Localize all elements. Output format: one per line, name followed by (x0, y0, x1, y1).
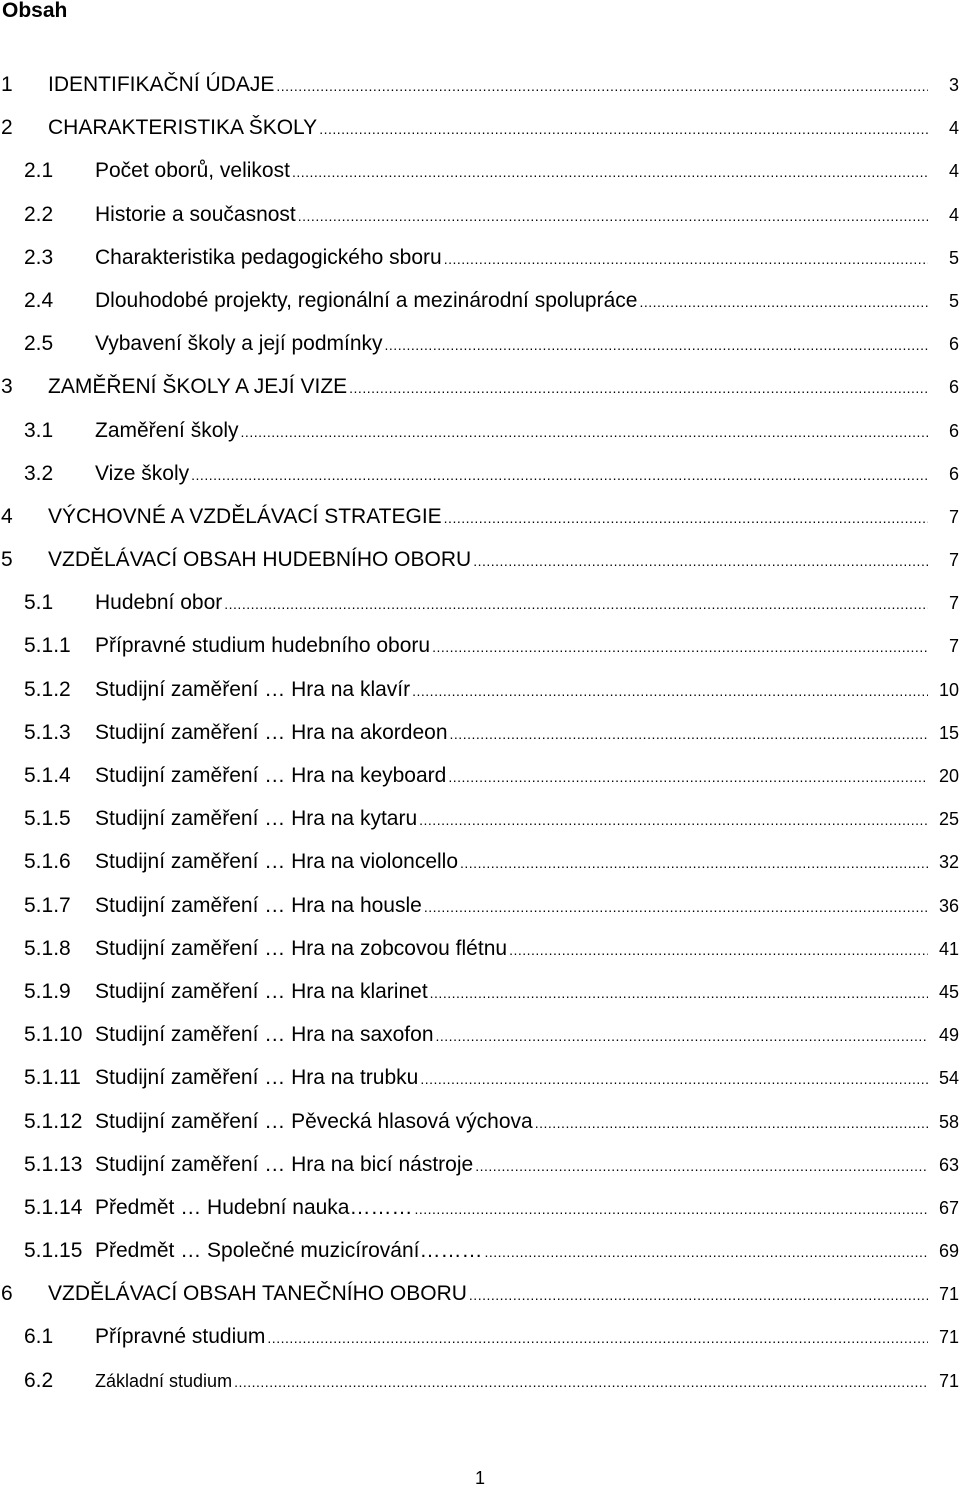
toc-entry[interactable] (0, 1282, 960, 1325)
toc-entry[interactable] (0, 332, 960, 375)
toc-entry-page[interactable]: 7 (948, 550, 959, 571)
toc-entry[interactable] (0, 764, 960, 807)
toc-entry-number: 5.1.10 (24, 1023, 83, 1047)
toc-entry[interactable] (0, 807, 960, 850)
toc-entry-number: 5.1.12 (24, 1109, 83, 1133)
toc-entry-title[interactable]: Studijní zaměření … Hra na kytaru (95, 807, 418, 831)
toc-entry-title[interactable]: IDENTIFIKAČNÍ ÚDAJE (48, 73, 275, 96)
toc-entry[interactable] (0, 73, 960, 116)
toc-entry[interactable] (0, 850, 960, 893)
table-of-contents (0, 73, 960, 1412)
toc-entry[interactable] (0, 1153, 960, 1196)
toc-entry[interactable] (0, 246, 960, 289)
dot-leader (276, 78, 928, 94)
toc-entry-title[interactable]: Studijní zaměření … Hra na bicí nástroje (95, 1152, 474, 1176)
dot-leader (224, 596, 928, 612)
toc-entry-title[interactable]: Studijní zaměření … Hra na keyboard (95, 764, 447, 787)
toc-entry-number: 5.1.2 (24, 677, 71, 701)
dot-leader (432, 639, 928, 655)
toc-entry[interactable] (0, 289, 960, 332)
dot-leader (444, 251, 928, 267)
toc-entry-number: 5.1.7 (24, 893, 71, 917)
toc-entry-number: 6.2 (24, 1368, 54, 1392)
toc-entry-number: 5.1.1 (24, 634, 71, 658)
toc-entry-number: 2.3 (24, 245, 54, 269)
toc-entry-page[interactable]: 15 (938, 722, 959, 743)
dot-leader (430, 985, 928, 1001)
toc-entry[interactable] (0, 159, 960, 202)
toc-entry-page[interactable]: 6 (948, 463, 959, 484)
toc-entry[interactable] (0, 634, 960, 677)
toc-entry-number: 2.1 (24, 159, 54, 183)
toc-entry-number: 2.5 (24, 332, 54, 356)
toc-entry-page[interactable]: 20 (938, 766, 959, 786)
toc-entry-title[interactable]: Studijní zaměření … Hra na housle (95, 893, 422, 917)
toc-entry-title[interactable]: Počet oborů, velikost (95, 159, 290, 183)
toc-entry-title[interactable]: Dlouhodobé projekty, regionální a mezinárodní spolupráce (95, 288, 638, 312)
toc-entry-title[interactable]: Studijní zaměření … Hra na klavír (95, 677, 411, 701)
toc-entry[interactable] (0, 505, 960, 548)
dot-leader (424, 899, 928, 915)
toc-entry[interactable] (0, 548, 960, 591)
toc-entry-title[interactable]: VZDĚLÁVACÍ OBSAH TANEČNÍHO OBORU (48, 1282, 467, 1306)
toc-entry-page[interactable]: 25 (938, 809, 959, 830)
toc-entry[interactable] (0, 419, 960, 462)
toc-entry-number: 5.1.11 (24, 1066, 81, 1090)
toc-entry-number: 4 (1, 504, 13, 528)
toc-entry-page[interactable]: 49 (938, 1025, 959, 1046)
toc-entry-number: 6 (1, 1282, 13, 1306)
dot-leader (535, 1115, 928, 1131)
toc-entry-title[interactable]: VZDĚLÁVACÍ OBSAH HUDEBNÍHO OBORU (48, 548, 472, 572)
toc-entry-page[interactable]: 7 (948, 593, 959, 614)
toc-entry-number: 2 (1, 116, 13, 140)
dot-leader (509, 942, 928, 958)
toc-entry-page[interactable]: 67 (938, 1197, 959, 1218)
toc-entry-title[interactable]: Studijní zaměření … Hra na akordeon (95, 720, 448, 744)
toc-entry[interactable] (0, 591, 960, 634)
toc-entry[interactable] (0, 1196, 960, 1239)
dot-leader (460, 855, 928, 871)
toc-entry-page[interactable]: 71 (938, 1370, 959, 1391)
toc-entry-page[interactable]: 4 (948, 118, 959, 139)
toc-entry-page[interactable]: 36 (938, 895, 959, 916)
toc-entry-page[interactable]: 69 (938, 1241, 959, 1262)
dot-leader (292, 164, 928, 180)
toc-entry[interactable] (0, 1369, 960, 1412)
toc-entry-number: 5 (1, 548, 13, 572)
toc-entry-title[interactable]: Zaměření školy (95, 418, 239, 442)
dot-leader (241, 424, 928, 440)
toc-entry-title[interactable]: Vize školy (95, 461, 190, 485)
toc-entry-number: 2.2 (24, 202, 54, 226)
toc-entry-title[interactable]: Studijní zaměření … Hra na saxofon (95, 1023, 434, 1047)
dot-leader (234, 1374, 928, 1390)
toc-entry-title[interactable]: Předmět … Hudební nauka……… (95, 1195, 413, 1219)
toc-entry-number: 5.1.15 (24, 1239, 83, 1263)
toc-entry-title[interactable]: Studijní zaměření … Pěvecká hlasová výchova (95, 1109, 533, 1133)
dot-leader (436, 1028, 928, 1044)
toc-entry[interactable] (0, 1066, 960, 1109)
toc-entry[interactable] (0, 678, 960, 721)
toc-entry-title[interactable]: ZAMĚŘENÍ ŠKOLY A JEJÍ VIZE (48, 375, 348, 399)
toc-entry-page[interactable]: 10 (938, 679, 959, 700)
toc-entry-number: 1 (1, 73, 13, 96)
toc-entry-title[interactable]: Přípravné studium (95, 1325, 266, 1349)
toc-entry-title[interactable]: Historie a současnost (95, 202, 296, 226)
toc-entry[interactable] (0, 1239, 960, 1282)
dot-leader (412, 683, 928, 699)
toc-entry-page[interactable]: 4 (948, 161, 959, 182)
toc-entry-page[interactable]: 63 (938, 1154, 959, 1175)
toc-entry-page[interactable]: 5 (948, 290, 959, 311)
dot-leader (267, 1330, 928, 1346)
dot-leader (420, 1071, 928, 1087)
dot-leader (475, 1158, 928, 1174)
toc-entry-title[interactable]: Vybavení školy a její podmínky (95, 332, 383, 356)
dot-leader (414, 1201, 928, 1217)
toc-entry-number: 5.1.3 (24, 720, 71, 744)
toc-entry[interactable] (0, 116, 960, 159)
toc-entry-number: 3.1 (24, 418, 54, 442)
toc-entry-page[interactable]: 58 (938, 1111, 959, 1132)
toc-entry[interactable] (0, 721, 960, 764)
toc-entry-title[interactable]: Předmět … Společné muzicírování……… (95, 1239, 483, 1263)
toc-entry-page[interactable]: 6 (948, 377, 959, 398)
toc-entry-title[interactable]: CHARAKTERISTIKA ŠKOLY (48, 116, 318, 140)
toc-entry-page[interactable]: 5 (948, 247, 959, 268)
toc-entry[interactable] (0, 980, 960, 1023)
toc-entry-number: 6.1 (24, 1325, 54, 1349)
dot-leader (298, 208, 928, 224)
toc-entry[interactable] (0, 894, 960, 937)
toc-entry-title[interactable]: Přípravné studium hudebního oboru (95, 634, 431, 658)
page-title: Obsah (2, 0, 68, 22)
toc-entry-page[interactable]: 45 (938, 981, 959, 1002)
toc-entry-page[interactable]: 41 (938, 938, 959, 959)
toc-entry-page[interactable]: 71 (938, 1327, 959, 1348)
toc-entry[interactable] (0, 1325, 960, 1368)
toc-entry-page[interactable]: 6 (948, 334, 959, 355)
toc-entry-number: 3.2 (24, 461, 54, 485)
toc-entry-title[interactable]: Základní studium (95, 1370, 233, 1391)
toc-entry-title[interactable]: Studijní zaměření … Hra na zobcovou flétnu (95, 936, 508, 960)
toc-entry-title[interactable]: Charakteristika pedagogického sboru (95, 245, 442, 269)
toc-entry-page[interactable]: 4 (948, 204, 959, 225)
dot-leader (484, 1244, 928, 1260)
toc-entry-number: 5.1.5 (24, 807, 71, 831)
page-number: 1 (474, 1468, 485, 1488)
toc-entry-page[interactable]: 71 (938, 1284, 959, 1305)
toc-entry-number: 2.4 (24, 288, 54, 312)
dot-leader (444, 510, 928, 526)
dot-leader (448, 769, 928, 785)
dot-leader (639, 294, 928, 310)
toc-entry[interactable] (0, 203, 960, 246)
toc-entry-title[interactable]: Studijní zaměření … Hra na trubku (95, 1066, 419, 1090)
dot-leader (319, 121, 928, 137)
toc-entry[interactable] (0, 937, 960, 980)
dot-leader (191, 467, 928, 483)
toc-entry-title[interactable]: VÝCHOVNÉ A VZDĚLÁVACÍ STRATEGIE (48, 504, 442, 528)
toc-entry-number: 5.1.9 (24, 979, 71, 1003)
toc-entry-title[interactable]: Studijní zaměření … Hra na klarinet (95, 979, 428, 1003)
toc-entry[interactable] (0, 1110, 960, 1153)
toc-entry-number: 5.1.6 (24, 850, 71, 874)
dot-leader (349, 380, 928, 396)
toc-entry-number: 5.1.4 (24, 764, 71, 787)
dot-leader (469, 1287, 928, 1303)
toc-entry-page[interactable]: 54 (938, 1068, 959, 1089)
toc-entry[interactable] (0, 462, 960, 505)
dot-leader (450, 726, 928, 742)
toc-entry-page[interactable]: 6 (948, 420, 959, 441)
toc-entry[interactable] (0, 375, 960, 418)
toc-entry-number: 3 (1, 375, 13, 399)
toc-entry-page[interactable]: 7 (948, 506, 959, 527)
dot-leader (473, 553, 928, 569)
dot-leader (419, 812, 928, 828)
toc-entry-page[interactable]: 7 (948, 636, 959, 657)
toc-entry[interactable] (0, 1023, 960, 1066)
toc-entry-number: 5.1 (24, 591, 54, 615)
toc-entry-page[interactable]: 3 (948, 75, 959, 95)
toc-entry-title[interactable]: Hudební obor (95, 591, 223, 615)
toc-entry-number: 5.1.8 (24, 936, 71, 960)
toc-entry-title[interactable]: Studijní zaměření … Hra na violoncello (95, 850, 459, 874)
toc-entry-page[interactable]: 32 (938, 852, 959, 873)
toc-entry-number: 5.1.14 (24, 1195, 83, 1219)
toc-entry-number: 5.1.13 (24, 1152, 83, 1176)
dot-leader (385, 337, 928, 353)
